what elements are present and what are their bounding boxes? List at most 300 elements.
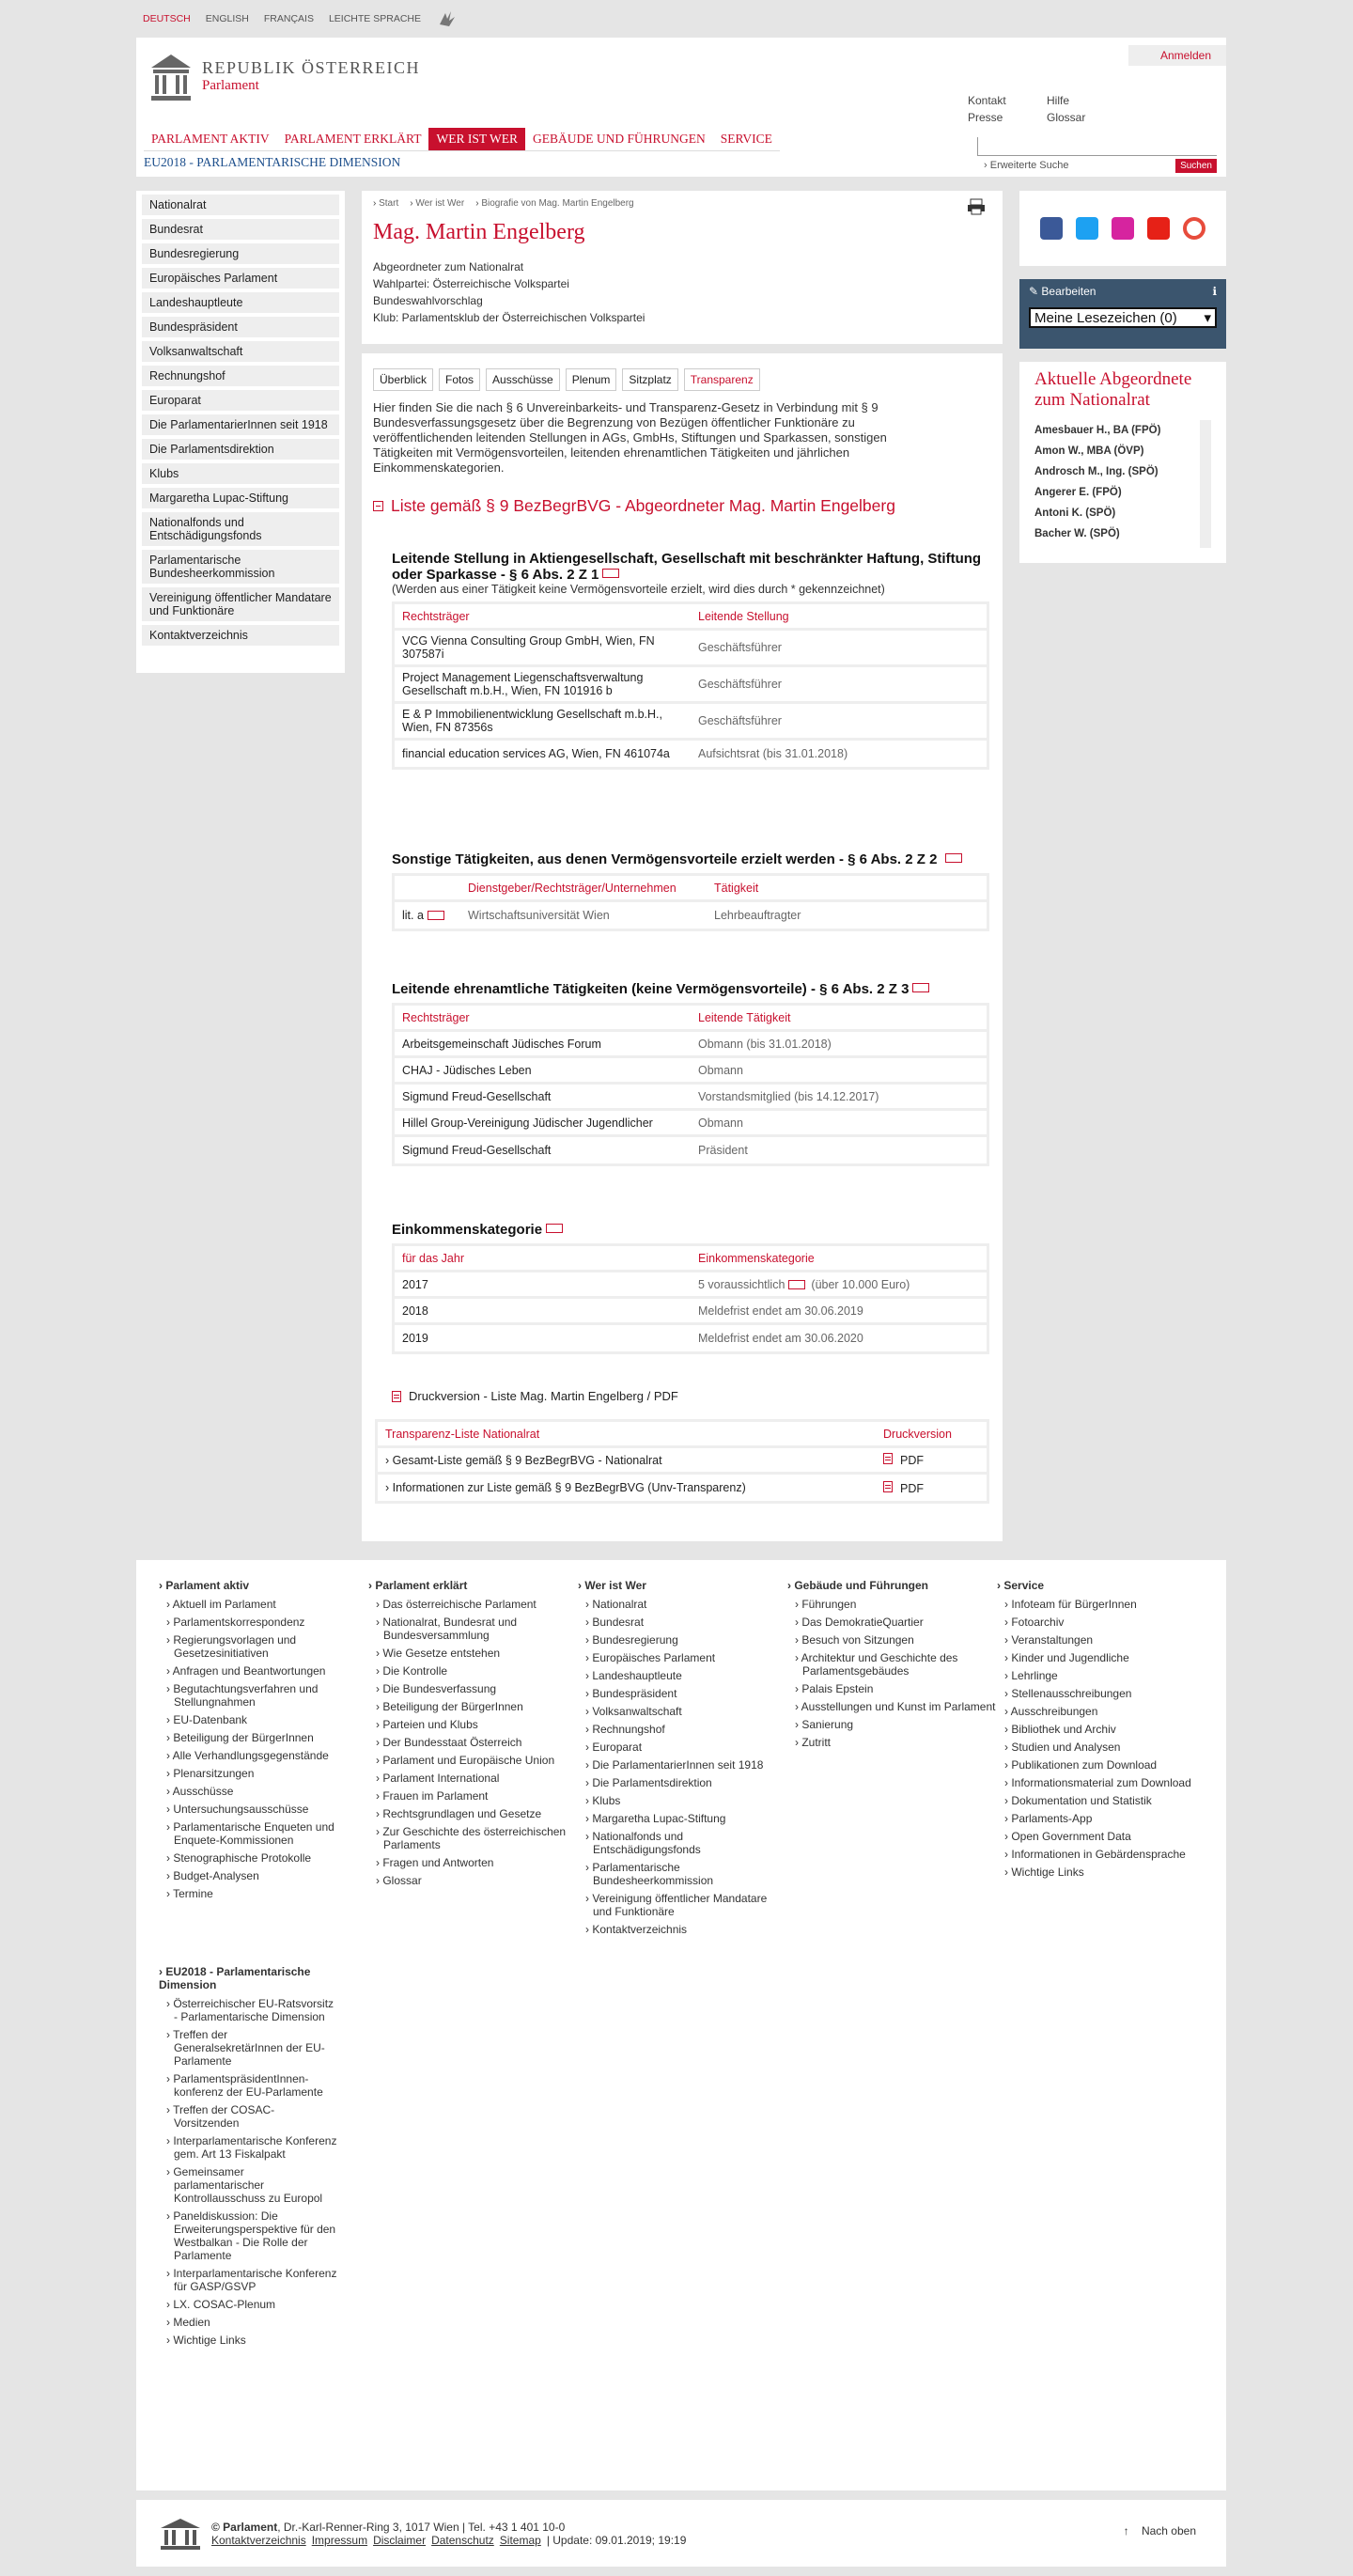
search-row xyxy=(984,156,1217,175)
cell: Lehrbeauftragter xyxy=(714,909,801,922)
col-header: Druckversion xyxy=(883,1427,952,1441)
cell: CHAJ - Jüdisches Leben xyxy=(402,1063,532,1077)
footer-column xyxy=(159,1579,368,1941)
col-header: Leitende Tätigkeit xyxy=(698,1010,791,1024)
language-bar xyxy=(143,0,459,38)
footer-link[interactable]: › Publikationen zum Download xyxy=(997,1758,1206,1772)
footer-link[interactable]: › Lehrlinge xyxy=(997,1669,1206,1682)
footer-link[interactable]: › Parlament und Europäische Union xyxy=(368,1754,578,1767)
footer-link[interactable]: › Landeshauptleute xyxy=(578,1669,787,1682)
right-column xyxy=(1019,191,1226,563)
footer-link[interactable]: › Wichtige Links xyxy=(997,1866,1206,1879)
cell: Vorstandsmitglied (bis 14.12.2017) xyxy=(698,1089,879,1103)
cell: E & P Immobilienentwicklung Gesellschaft m.b.H., Wien, FN 87356s xyxy=(402,708,662,734)
sidebar-item[interactable]: Vereinigung öffentlicher Mandatare und Funktionäre xyxy=(142,587,339,621)
instagram-icon[interactable] xyxy=(1112,217,1134,240)
edit-label[interactable]: ✎ Bearbeiten xyxy=(1029,285,1096,298)
footer-link[interactable]: › Open Government Data xyxy=(997,1830,1206,1843)
tab-fotos[interactable]: Fotos xyxy=(439,368,480,391)
table-header xyxy=(395,1006,987,1032)
logo-text-republik: REPUBLIK ÖSTERREICH xyxy=(202,58,421,77)
cell: Project Management Liegenschaftsverwaltung Gesellschaft m.b.H., Wien, FN 101916 b xyxy=(402,671,644,697)
section-title-text: Sonstige Tätigkeiten, aus denen Vermögensvorteile erzielt werden - § 6 Abs. 2 Z 2 xyxy=(392,851,938,867)
member-item[interactable]: Amesbauer H., BA (FPÖ) xyxy=(1034,425,1161,436)
footer-link[interactable]: › Sanierung xyxy=(787,1718,997,1731)
presse-link[interactable]: Presse xyxy=(968,111,1003,124)
table-row xyxy=(395,902,987,929)
cell: Hillel Group-Vereinigung Jüdischer Jugendlicher xyxy=(402,1116,653,1130)
footer-column xyxy=(787,1579,997,1941)
link-impressum[interactable]: Impressum xyxy=(311,2533,368,2547)
footer-link[interactable]: › Zur Geschichte des österreichischen Parlaments xyxy=(368,1825,578,1851)
info-icon[interactable]: ℹ xyxy=(1212,285,1217,298)
cell-value: Meldefrist endet am 30.06.2020 xyxy=(698,1332,863,1345)
table-row xyxy=(378,1475,987,1501)
header xyxy=(136,38,1226,177)
col-header: Tätigkeit xyxy=(714,881,759,895)
address-line xyxy=(211,2521,686,2534)
current-members-panel xyxy=(1019,362,1226,563)
back-to-top-label: Nach oben xyxy=(1141,2524,1196,2537)
transparency-table xyxy=(375,1419,989,1504)
footer-link[interactable]: › Nationalrat, Bundesrat und Bundesversammlung xyxy=(368,1616,578,1642)
cell-value: 5 voraussichtlich xyxy=(698,1277,785,1291)
footer-link[interactable]: › Frauen im Parlament xyxy=(368,1789,578,1803)
cell: 2018 xyxy=(402,1304,428,1318)
table-header xyxy=(395,876,987,902)
crumb-wer-ist-wer[interactable]: › Wer ist Wer xyxy=(410,198,464,209)
footer-link[interactable]: › LX. COSAC-Plenum xyxy=(159,2298,337,2311)
table-ehrenamtlich xyxy=(392,1003,989,1166)
footer-link[interactable]: › Rechtsgrundlagen und Gesetze xyxy=(368,1807,578,1820)
sidebar-item[interactable]: Europäisches Parlament xyxy=(142,268,339,289)
edit-label-text: Bearbeiten xyxy=(1041,285,1096,298)
table-row xyxy=(378,1448,987,1475)
table-header xyxy=(395,1246,987,1272)
footer-link[interactable]: › Glossar xyxy=(368,1874,578,1887)
glossar-link[interactable]: Glossar xyxy=(1047,111,1086,124)
list-toggle[interactable] xyxy=(373,496,991,516)
search-input[interactable] xyxy=(977,137,1217,156)
footer-heading[interactable]: › Gebäude und Führungen xyxy=(787,1579,997,1592)
footer-columns xyxy=(159,1579,1204,1941)
nav-parlament-aktiv[interactable]: PARLAMENT AKTIV xyxy=(151,132,270,146)
col-header: Einkommenskategorie xyxy=(698,1251,815,1265)
edit-header xyxy=(1029,285,1217,298)
table-row xyxy=(395,704,987,741)
list-title: Liste gemäß § 9 BezBegrBVG - Abgeordneter Mag. Martin Engelberg xyxy=(391,496,895,515)
footer-link[interactable]: › Die Kontrolle xyxy=(368,1664,578,1678)
footer-link[interactable]: › Aktuell im Parlament xyxy=(159,1598,368,1611)
footer-heading[interactable]: › Parlament aktiv xyxy=(159,1579,368,1592)
sidebar-item[interactable]: Nationalrat xyxy=(142,195,339,215)
back-to-top-link[interactable]: ↑ Nach oben xyxy=(1123,2524,1196,2537)
table-row xyxy=(395,1272,987,1299)
link-datenschutz[interactable]: Datenschutz xyxy=(431,2533,494,2547)
footer-link[interactable]: › Parlamentskorrespondenz xyxy=(159,1616,368,1629)
lang-deutsch[interactable]: DEUTSCH xyxy=(143,13,191,24)
footer-link[interactable]: › Bundesrat xyxy=(578,1616,787,1629)
footer-link[interactable]: › Wichtige Links xyxy=(159,2334,337,2347)
section-note: (Werden aus einer Tätigkeit keine Vermögensvorteile erzielt, wird dies durch * gekennzeichnet) xyxy=(392,583,885,596)
footer-link[interactable]: › Nationalrat xyxy=(578,1598,787,1611)
footer-link[interactable]: › Interparlamentarische Konferenz gem. Art 13 Fiskalpakt xyxy=(159,2134,337,2161)
section-leitende-stellung xyxy=(392,551,989,770)
footer-link[interactable]: › Beteiligung der BürgerInnen xyxy=(368,1700,578,1713)
section-title xyxy=(392,981,989,997)
footer-link[interactable]: › Rechnungshof xyxy=(578,1723,787,1736)
footer-link[interactable]: › Palais Epstein xyxy=(787,1682,997,1695)
cell: Aufsichtsrat (bis 31.01.2018) xyxy=(698,747,848,760)
pdf-link[interactable] xyxy=(876,1449,987,1471)
footer-link[interactable]: › Bibliothek und Archiv xyxy=(997,1723,1206,1736)
hilfe-link[interactable]: Hilfe xyxy=(1047,94,1070,107)
cell: Geschäftsführer xyxy=(698,678,782,691)
sidebar-item[interactable]: Landeshauptleute xyxy=(142,292,339,313)
footer-link[interactable]: › Alle Verhandlungsgegenstände xyxy=(159,1749,368,1762)
lang-leichte-sprache[interactable]: LEICHTE SPRACHE xyxy=(328,13,421,24)
facebook-icon[interactable] xyxy=(1040,217,1063,240)
member-item[interactable]: Androsch M., Ing. (SPÖ) xyxy=(1034,466,1159,477)
footer-link[interactable]: › Besuch von Sitzungen xyxy=(787,1633,997,1647)
copyright: © Parlament xyxy=(211,2520,278,2534)
footer-link[interactable]: › Europarat xyxy=(578,1741,787,1754)
footer-link[interactable]: › Ausstellungen und Kunst im Parlament xyxy=(787,1700,997,1713)
reference-icon[interactable] xyxy=(945,853,962,863)
info-line: Klub: Parlamentsklub der Österreichischen Volkspartei xyxy=(373,311,645,324)
pdf-link[interactable] xyxy=(876,1477,987,1499)
link-kontaktverzeichnis[interactable]: Kontaktverzeichnis xyxy=(211,2533,306,2547)
print-version-link[interactable] xyxy=(392,1389,678,1403)
footer-link[interactable]: › Studien und Analysen xyxy=(997,1741,1206,1754)
transparency-link[interactable]: › Informationen zur Liste gemäß § 9 BezBegrBVG (Unv-Transparenz) xyxy=(385,1481,746,1494)
cell: Präsident xyxy=(698,1144,748,1157)
sidebar-item[interactable]: Die ParlamentarierInnen seit 1918 xyxy=(142,414,339,435)
footer-link[interactable]: › Treffen der COSAC-Vorsitzenden xyxy=(159,2103,337,2130)
footer-link[interactable]: › Die ParlamentarierInnen seit 1918 xyxy=(578,1758,787,1772)
footer-link[interactable]: › Zutritt xyxy=(787,1736,997,1749)
footer-link[interactable]: › Die Parlamentsdirektion xyxy=(578,1776,787,1789)
table-row xyxy=(395,1058,987,1085)
login-label: Anmelden xyxy=(1159,49,1211,62)
footer-link[interactable]: › Informationsmaterial zum Download xyxy=(997,1776,1206,1789)
main-nav xyxy=(144,128,780,151)
sign-language-icon[interactable] xyxy=(436,9,459,28)
col-header: Transparenz-Liste Nationalrat xyxy=(385,1427,540,1441)
footer-link[interactable]: › Anfragen und Beantwortungen xyxy=(159,1664,368,1678)
sidebar-item[interactable]: Bundesregierung xyxy=(142,243,339,264)
tabs xyxy=(373,368,991,391)
search-button[interactable]: Suchen xyxy=(1175,159,1217,173)
reference-icon[interactable] xyxy=(788,1280,805,1289)
col-header: Leitende Stellung xyxy=(698,609,789,623)
legal-links xyxy=(211,2534,686,2547)
person-header xyxy=(362,191,1003,344)
table-row xyxy=(395,667,987,704)
footer-link[interactable]: › Regierungsvorlagen und Gesetzesinitiativen xyxy=(159,1633,368,1660)
login-button[interactable] xyxy=(1128,45,1226,66)
crumb-start[interactable]: › Start xyxy=(373,198,398,209)
reference-icon[interactable] xyxy=(428,911,444,920)
footer-link[interactable]: › Gemeinsamer parlamentarischer Kontrollausschuss zu Europol xyxy=(159,2165,337,2205)
footer-eu-column xyxy=(159,1965,337,2347)
address: , Dr.-Karl-Renner-Ring 3, 1017 Wien | Tel. +43 1 401 10-0 xyxy=(277,2520,566,2534)
cell: Sigmund Freud-Gesellschaft xyxy=(402,1089,552,1103)
cell: 2019 xyxy=(402,1332,428,1345)
footer-link[interactable]: › Parteien und Klubs xyxy=(368,1718,578,1731)
footer-column xyxy=(997,1579,1206,1941)
footer-link[interactable]: › Informationen in Gebärdensprache xyxy=(997,1848,1206,1861)
footer xyxy=(136,1560,1226,2490)
cell: VCG Vienna Consulting Group GmbH, Wien, FN 307587i xyxy=(402,634,655,661)
nav-parlament-erklaert[interactable]: PARLAMENT ERKLÄRT xyxy=(284,132,422,146)
cell xyxy=(691,1328,987,1349)
cell: Obmann xyxy=(698,1063,743,1077)
section-title-text: Einkommenskategorie xyxy=(392,1222,543,1238)
sidebar xyxy=(136,191,345,673)
footer-heading[interactable]: › Service xyxy=(997,1579,1206,1592)
footer-link[interactable]: › Kontaktverzeichnis xyxy=(578,1923,787,1936)
section-title-text: Leitende ehrenamtliche Tätigkeiten (keine Vermögensvorteile) - § 6 Abs. 2 Z 3 xyxy=(392,981,910,997)
footer-link[interactable]: › Infoteam für BürgerInnen xyxy=(997,1598,1206,1611)
flickr-icon[interactable] xyxy=(1183,217,1205,240)
footer-link[interactable]: › Budget-Analysen xyxy=(159,1869,368,1882)
main-content xyxy=(362,353,1003,1541)
youtube-icon[interactable] xyxy=(1147,217,1170,240)
section-title-text: Leitende Stellung in Aktiengesellschaft, Gesellschaft mit beschränkter Haftung, Stiftung oder Sparkasse - § 6 Abs. 2 Z 1 xyxy=(392,551,982,583)
pdf-label: PDF xyxy=(900,1454,924,1467)
cell: Arbeitsgemeinschaft Jüdisches Forum xyxy=(402,1037,601,1051)
footer-link[interactable]: › Ausschüsse xyxy=(159,1785,368,1798)
sidebar-item[interactable]: Nationalfonds und Entschädigungsfonds xyxy=(142,512,339,546)
reference-icon[interactable] xyxy=(546,1224,563,1233)
table-header xyxy=(378,1422,987,1448)
table-row xyxy=(395,1032,987,1058)
collapse-icon xyxy=(373,501,383,511)
sidebar-item[interactable]: Klubs xyxy=(142,463,339,484)
info-line: Wahlpartei: Österreichische Volkspartei xyxy=(373,277,569,290)
cell: Obmann xyxy=(698,1116,743,1130)
person-info xyxy=(373,258,991,326)
footer-link[interactable]: › Kinder und Jugendliche xyxy=(997,1651,1206,1664)
table-row xyxy=(395,1085,987,1111)
reference-icon[interactable] xyxy=(912,983,929,992)
footer-link[interactable]: › Dokumentation und Statistik xyxy=(997,1794,1206,1807)
footer-link[interactable]: › Paneldiskussion: Die Erweiterungsperspektive für den Westbalkan - Die Rolle der Parlamente xyxy=(159,2209,337,2262)
sidebar-item[interactable]: Kontaktverzeichnis xyxy=(142,625,339,646)
table-row xyxy=(395,1325,987,1351)
cell: 2017 xyxy=(402,1277,428,1291)
footer-link[interactable]: › Plenarsitzungen xyxy=(159,1767,368,1780)
link-label: Informationen zur Liste gemäß § 9 BezBegrBVG (Unv-Transparenz) xyxy=(392,1481,746,1494)
pdf-label: PDF xyxy=(900,1481,924,1495)
footer-link[interactable]: › Untersuchungsausschüsse xyxy=(159,1803,368,1816)
lang-francais[interactable]: FRANÇAIS xyxy=(263,13,314,24)
members-list[interactable] xyxy=(1034,420,1211,548)
sidebar-item[interactable]: Parlamentarische Bundesheerkommission xyxy=(142,550,339,584)
logo[interactable] xyxy=(149,51,420,101)
table-row xyxy=(395,1299,987,1325)
page-title: Mag. Martin Engelberg xyxy=(373,220,585,244)
cell-note: (über 10.000 Euro) xyxy=(811,1277,910,1291)
lang-english[interactable]: ENGLISH xyxy=(205,13,249,24)
lit-label: lit. a xyxy=(402,909,424,922)
eu2018-link[interactable]: EU2018 - PARLAMENTARISCHE DIMENSION xyxy=(144,155,401,169)
footer-link[interactable]: › Bundesregierung xyxy=(578,1633,787,1647)
contact-info xyxy=(211,2521,686,2547)
footer-link[interactable]: › Parlament International xyxy=(368,1772,578,1785)
cell-value: Meldefrist endet am 30.06.2019 xyxy=(698,1304,863,1318)
member-item[interactable]: Antoni K. (SPÖ) xyxy=(1034,507,1116,519)
footer-link[interactable]: › Fragen und Antworten xyxy=(368,1856,578,1869)
footer-link[interactable]: › Fotoarchiv xyxy=(997,1616,1206,1629)
col-header: für das Jahr xyxy=(402,1251,465,1265)
footer-heading[interactable]: › Parlament erklärt xyxy=(368,1579,578,1592)
col-header: Rechtsträger xyxy=(402,1010,470,1024)
edit-panel xyxy=(1019,279,1226,349)
table-row xyxy=(395,741,987,767)
tab-ueberblick[interactable]: Überblick xyxy=(373,368,433,391)
table-leitende-stellung xyxy=(392,601,989,770)
footer-link[interactable]: › Die Bundesverfassung xyxy=(368,1682,578,1695)
print-version-label: Druckversion - Liste Mag. Martin Engelberg / PDF xyxy=(409,1389,678,1403)
parliament-logo-icon xyxy=(149,51,193,101)
sidebar-item[interactable]: Bundesrat xyxy=(142,219,339,240)
table-sonstige xyxy=(392,873,989,931)
footer-link[interactable]: › Stenographische Protokolle xyxy=(159,1851,368,1865)
footer-link[interactable]: › Interparlamentarische Konferenz für GASP/GSVP xyxy=(159,2267,337,2293)
sidebar-item[interactable]: Volksanwaltschaft xyxy=(142,341,339,362)
footer-link[interactable]: › Nationalfonds und Entschädigungsfonds xyxy=(578,1830,787,1856)
footer-heading[interactable]: › Wer ist Wer xyxy=(578,1579,787,1592)
footer-link[interactable]: › Klubs xyxy=(578,1794,787,1807)
cell xyxy=(691,1274,987,1295)
footer-link[interactable]: › Europäisches Parlament xyxy=(578,1651,787,1664)
cell xyxy=(395,905,460,926)
footer-link[interactable]: › Parlamentarische Bundesheerkommission xyxy=(578,1861,787,1887)
table-header xyxy=(395,604,987,631)
transparency-link[interactable]: › Gesamt-Liste gemäß § 9 BezBegrBVG - Nationalrat xyxy=(385,1453,662,1467)
tab-ausschuesse[interactable]: Ausschüsse xyxy=(486,368,560,391)
advanced-search-link[interactable]: › Erweiterte Suche xyxy=(984,160,1069,171)
pdf-icon xyxy=(883,1453,893,1464)
footer-link[interactable]: › Parlaments-App xyxy=(997,1812,1206,1825)
tab-transparenz[interactable]: Transparenz xyxy=(684,368,760,391)
footer-link[interactable]: › Das DemokratieQuartier xyxy=(787,1616,997,1629)
footer-link[interactable]: › Volksanwaltschaft xyxy=(578,1705,787,1718)
table-row xyxy=(395,631,987,667)
cell: Obmann (bis 31.01.2018) xyxy=(698,1037,832,1051)
sidebar-item[interactable]: Die Parlamentsdirektion xyxy=(142,439,339,460)
footer-link[interactable]: › Medien xyxy=(159,2316,337,2329)
footer-column xyxy=(368,1579,578,1941)
col-header xyxy=(395,884,460,892)
col-header: Dienstgeber/Rechtsträger/Unternehmen xyxy=(468,881,676,895)
chevron-down-icon: ▾ xyxy=(1204,310,1211,326)
member-item[interactable]: Amon W., MBA (ÖVP) xyxy=(1034,445,1144,457)
top-links xyxy=(968,94,1122,124)
footer-link[interactable]: › Parlamentarische Enqueten und Enquete-Kommissionen xyxy=(159,1820,368,1847)
table-row xyxy=(395,1111,987,1137)
member-item[interactable]: Angerer E. (FPÖ) xyxy=(1034,487,1122,498)
nav-wer-ist-wer[interactable]: WER IST WER xyxy=(428,128,525,150)
footer-link[interactable]: › Margaretha Lupac-Stiftung xyxy=(578,1812,787,1825)
social-links xyxy=(1019,191,1226,266)
cell: financial education services AG, Wien, FN 461074a xyxy=(402,747,670,760)
footer-link[interactable]: › Termine xyxy=(159,1887,368,1900)
footer-link[interactable]: › Wie Gesetze entstehen xyxy=(368,1647,578,1660)
pdf-icon xyxy=(883,1481,893,1492)
advanced-search-label: Erweiterte Suche xyxy=(989,160,1069,171)
section-ehrenamtlich xyxy=(392,981,989,1166)
nav-service[interactable]: SERVICE xyxy=(720,132,772,146)
tab-sitzplatz[interactable]: Sitzplatz xyxy=(622,368,677,391)
cell: Geschäftsführer xyxy=(698,641,782,654)
footer-link[interactable]: › Bundespräsident xyxy=(578,1687,787,1700)
tab-plenum[interactable]: Plenum xyxy=(566,368,617,391)
footer-link[interactable]: › Veranstaltungen xyxy=(997,1633,1206,1647)
nav-gebaeude[interactable]: GEBÄUDE UND FÜHRUNGEN xyxy=(532,132,706,146)
link-label: Gesamt-Liste gemäß § 9 BezBegrBVG - Nationalrat xyxy=(392,1453,662,1467)
footer-link[interactable]: › Führungen xyxy=(787,1598,997,1611)
members-title: Aktuelle Abgeordnete zum Nationalrat xyxy=(1034,369,1192,410)
footer-link[interactable]: › Österreichischer EU-Ratsvorsitz - Parlamentarische Dimension xyxy=(159,1997,337,2023)
sidebar-item[interactable]: Rechnungshof xyxy=(142,366,339,386)
reference-icon[interactable] xyxy=(602,569,619,578)
footer-link[interactable]: › EU-Datenbank xyxy=(159,1713,368,1726)
member-item[interactable]: Bacher W. (SPÖ) xyxy=(1034,528,1120,539)
logo-text-parlament: Parlament xyxy=(202,78,259,93)
section-einkommen xyxy=(392,1222,989,1354)
footer-link[interactable]: › Beteiligung der BürgerInnen xyxy=(159,1731,368,1744)
sidebar-item[interactable]: Europarat xyxy=(142,390,339,411)
col-header: Rechtsträger xyxy=(402,609,470,623)
info-line: Bundeswahlvorschlag xyxy=(373,294,483,307)
kontakt-link[interactable]: Kontakt xyxy=(968,94,1006,107)
bookmarks-select[interactable] xyxy=(1029,307,1217,328)
bottom-bar xyxy=(136,2500,1226,2567)
link-disclaimer[interactable]: Disclaimer xyxy=(373,2533,427,2547)
sidebar-item[interactable]: Margaretha Lupac-Stiftung xyxy=(142,488,339,508)
footer-link[interactable]: › Begutachtungsverfahren und Stellungnahmen xyxy=(159,1682,368,1709)
twitter-icon[interactable] xyxy=(1076,217,1098,240)
footer-column xyxy=(578,1579,787,1941)
section-title xyxy=(392,551,989,583)
bookmarks-value: Meine Lesezeichen (0) xyxy=(1034,309,1177,326)
cell: Geschäftsführer xyxy=(698,714,782,727)
footer-link[interactable]: › Architektur und Geschichte des Parlamentsgebäudes xyxy=(787,1651,997,1678)
footer-link[interactable]: › ParlamentspräsidentInnen-konferenz der EU-Parlamente xyxy=(159,2072,337,2099)
footer-link[interactable]: › Ausschreibungen xyxy=(997,1705,1206,1718)
footer-link[interactable]: › Das österreichische Parlament xyxy=(368,1598,578,1611)
info-line: Abgeordneter zum Nationalrat xyxy=(373,260,524,273)
footer-link[interactable]: › Vereinigung öffentlicher Mandatare und Funktionäre xyxy=(578,1892,787,1918)
link-sitemap[interactable]: Sitemap xyxy=(499,2533,541,2547)
parliament-logo-icon xyxy=(159,2517,202,2551)
sidebar-item[interactable]: Bundespräsident xyxy=(142,317,339,337)
crumb-biografie: › Biografie von Mag. Martin Engelberg xyxy=(475,198,633,209)
print-icon[interactable] xyxy=(967,198,986,215)
table-row xyxy=(395,1137,987,1163)
section-title xyxy=(392,1222,989,1238)
footer-link[interactable]: › Stellenausschreibungen xyxy=(997,1687,1206,1700)
footer-heading[interactable]: › EU2018 - Parlamentarische Dimension xyxy=(159,1965,337,1991)
footer-link[interactable]: › Treffen der GeneralsekretärInnen der EU-Parlamente xyxy=(159,2028,337,2068)
footer-link[interactable]: › Der Bundesstaat Österreich xyxy=(368,1736,578,1749)
section-sonstige xyxy=(392,851,989,931)
cell xyxy=(691,1301,987,1321)
breadcrumb xyxy=(373,198,991,209)
